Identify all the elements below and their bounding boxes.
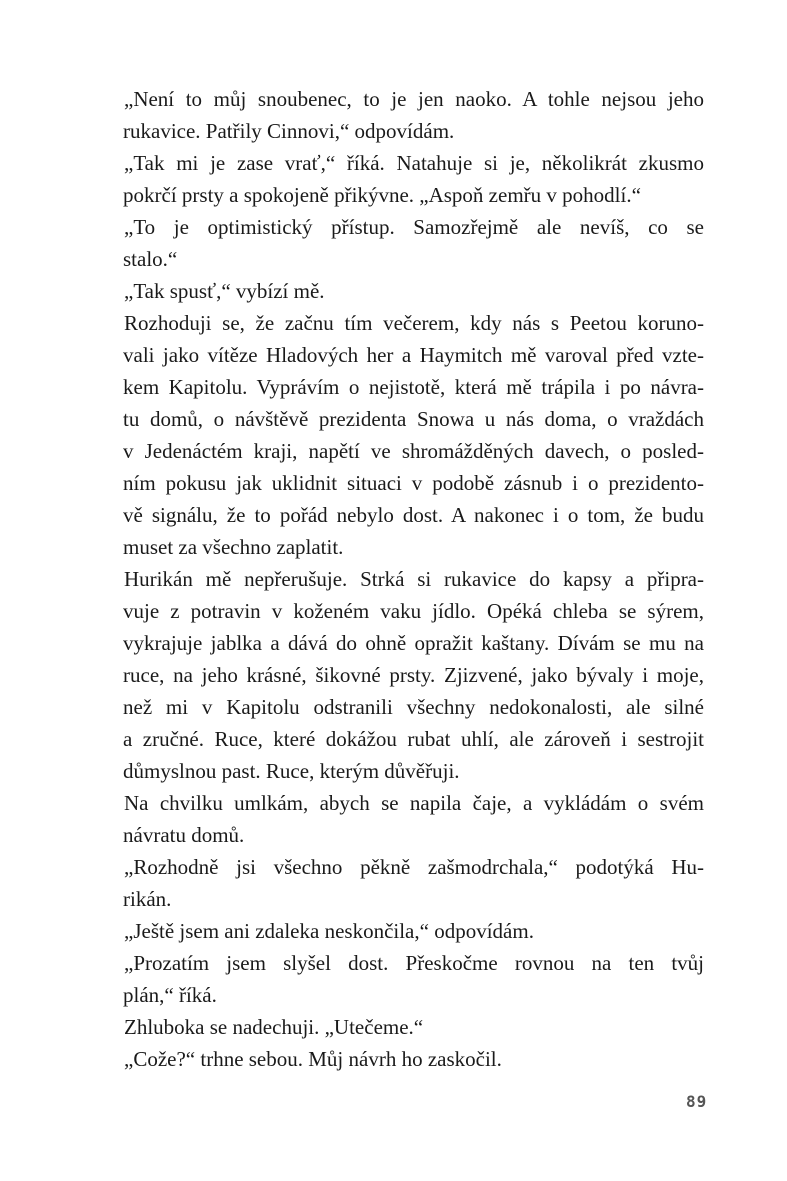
text-line: vali jako vítěze Hladových her a Haymitch mě varoval před vzte-	[123, 343, 704, 367]
text-line: tu domů, o návštěvě prezidenta Snowa u nás doma, o vraždách	[123, 407, 704, 431]
text-line: rikán.	[123, 887, 172, 911]
text-line: ním pokusu jak uklidnit situaci v podobě zásnub i o prezidento-	[123, 471, 704, 495]
paragraph	[124, 147, 704, 211]
paragraph	[124, 1011, 704, 1043]
paragraph	[124, 307, 704, 563]
text-line: „Není to můj snoubenec, to je jen naoko. A tohle nejsou jeho	[124, 87, 704, 111]
text-line: vě signálu, že to pořád nebylo dost. A nakonec i o tom, že budu	[123, 503, 704, 527]
text-line: kem Kapitolu. Vyprávím o nejistotě, která mě trápila i po návra-	[123, 375, 704, 399]
paragraph	[124, 1043, 704, 1075]
text-line: stalo.“	[123, 247, 178, 271]
paragraph	[124, 851, 704, 915]
text-line: Rozhoduji se, že začnu tím večerem, kdy nás s Peetou koruno-	[124, 311, 704, 335]
text-line: pokrčí prsty a spokojeně přikývne. „Aspoň zemřu v pohodlí.“	[123, 183, 641, 207]
paragraph	[124, 563, 704, 787]
paragraph	[124, 787, 704, 851]
text-line: návratu domů.	[123, 823, 245, 847]
text-line: muset za všechno zaplatit.	[123, 535, 344, 559]
text-line: „Cože?“ trhne sebou. Můj návrh ho zaskočil.	[124, 1047, 502, 1071]
text-line: rukavice. Patřily Cinnovi,“ odpovídám.	[123, 119, 455, 143]
text-line: „Rozhodně jsi všechno pěkně zašmodrchala,“ podotýká Hu-	[124, 855, 704, 879]
page-number: 89	[686, 1092, 708, 1111]
book-page-text	[124, 83, 704, 1075]
paragraph	[124, 83, 704, 147]
paragraph	[124, 275, 704, 307]
text-line: „Prozatím jsem slyšel dost. Přeskočme rovnou na ten tvůj	[124, 951, 704, 975]
text-line: „Tak mi je zase vrať,“ říká. Natahuje si je, několikrát zkusmo	[124, 151, 704, 175]
text-line: Hurikán mě nepřerušuje. Strká si rukavice do kapsy a připra-	[124, 567, 704, 591]
paragraph	[124, 947, 704, 1011]
text-line: Zhluboka se nadechuji. „Utečeme.“	[124, 1015, 424, 1039]
text-line: plán,“ říká.	[123, 983, 217, 1007]
text-line: ruce, na jeho krásné, šikovné prsty. Zjizvené, jako bývaly i moje,	[123, 663, 704, 687]
text-line: „Ještě jsem ani zdaleka neskončila,“ odpovídám.	[124, 919, 534, 943]
text-line: vykrajuje jablka a dává do ohně opražit kaštany. Dívám se mu na	[123, 631, 704, 655]
text-line: „To je optimistický přístup. Samozřejmě ale nevíš, co se	[124, 215, 704, 239]
text-line: vuje z potravin v koženém vaku jídlo. Opéká chleba se sýrem,	[123, 599, 704, 623]
text-line: „Tak spusť,“ vybízí mě.	[124, 279, 325, 303]
text-line: důmyslnou past. Ruce, kterým důvěřuji.	[123, 759, 460, 783]
text-line: než mi v Kapitolu odstranili všechny nedokonalosti, ale silné	[123, 695, 704, 719]
text-line: v Jedenáctém kraji, napětí ve shromážděných davech, o posled-	[123, 439, 704, 463]
text-line: a zručné. Ruce, které dokážou rubat uhlí, ale zároveň i sestrojit	[123, 727, 704, 751]
paragraph	[124, 211, 704, 275]
paragraph	[124, 915, 704, 947]
text-line: Na chvilku umlkám, abych se napila čaje, a vykládám o svém	[124, 791, 704, 815]
